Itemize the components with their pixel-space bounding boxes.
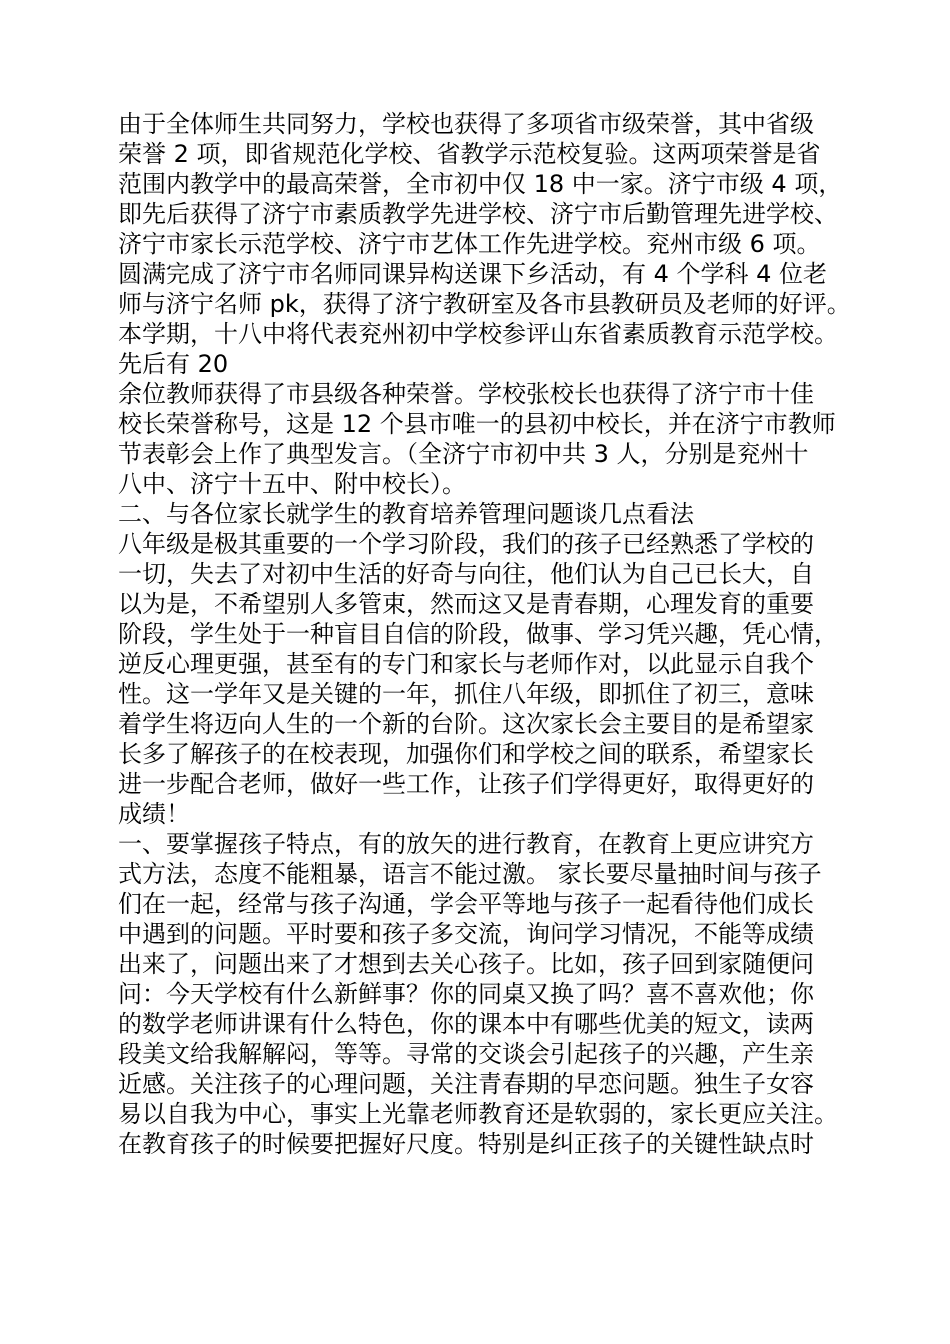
- text-line: 荣誉 2 项，即省规范化学校、省教学示范校复验。这两项荣誉是省: [118, 140, 821, 168]
- text-line: 中遇到的问题。平时要和孩子多交流，询问学习情况，不能等成绩: [118, 920, 814, 948]
- document-body: [118, 109, 918, 1159]
- text-line: 本学期，十八中将代表兖州初中学校参评山东省素质教育示范学校。: [118, 320, 838, 348]
- text-line: 段美文给我解解闷，等等。寻常的交谈会引起孩子的兴趣，产生亲: [118, 1040, 814, 1068]
- text-line: 长多了解孩子的在校表现，加强你们和学校之间的联系，希望家长: [118, 740, 814, 768]
- text-line: 师与济宁名师 pk，获得了济宁教研室及各市县教研员及老师的好评。: [118, 290, 851, 318]
- text-line: 出来了，问题出来了才想到去关心孩子。比如，孩子回到家随便问: [118, 950, 814, 978]
- text-line: 一、要掌握孩子特点，有的放矢的进行教育，在教育上更应讲究方: [118, 830, 814, 858]
- text-line: 圆满完成了济宁市名师同课异构送课下乡活动，有 4 个学科 4 位老: [118, 260, 828, 288]
- text-line: 余位教师获得了市县级各种荣誉。学校张校长也获得了济宁市十佳: [118, 380, 814, 408]
- text-line: 由于全体师生共同努力，学校也获得了多项省市级荣誉，其中省级: [118, 110, 814, 138]
- text-line: 易以自我为中心，事实上光靠老师教育还是软弱的，家长更应关注。: [118, 1100, 838, 1128]
- text-line: 即先后获得了济宁市素质教学先进学校、济宁市后勤管理先进学校、: [118, 200, 838, 228]
- text-line: 逆反心理更强，甚至有的专门和家长与老师作对，以此显示自我个: [118, 650, 814, 678]
- text-line: 问：今天学校有什么新鲜事？你的同桌又换了吗？喜不喜欢他；你: [118, 980, 814, 1008]
- text-line: 式方法，态度不能粗暴，语言不能过激。 家长要尽量抽时间与孩子: [118, 860, 822, 888]
- text-line: 济宁市家长示范学校、济宁市艺体工作先进学校。兖州市级 6 项。: [118, 230, 821, 258]
- text-line: 的数学老师讲课有什么特色，你的课本中有哪些优美的短文，读两: [118, 1010, 814, 1038]
- text-line: 在教育孩子的时候要把握好尺度。特别是纠正孩子的关键性缺点时: [118, 1130, 814, 1158]
- text-line: 成绩！: [118, 800, 190, 828]
- text-line: 以为是，不希望别人多管束，然而这又是青春期，心理发育的重要: [118, 590, 814, 618]
- text-line: 们在一起，经常与孩子沟通，学会平等地与孩子一起看待他们成长: [118, 890, 814, 918]
- text-line: 进一步配合老师，做好一些工作，让孩子们学得更好，取得更好的: [118, 770, 814, 798]
- text-line: 八中、济宁十五中、附中校长）。: [118, 470, 466, 498]
- text-line: 一切，失去了对初中生活的好奇与向往，他们认为自己已长大，自: [118, 560, 814, 588]
- text-line: 八年级是极其重要的一个学习阶段，我们的孩子已经熟悉了学校的: [118, 530, 814, 558]
- section-heading: 二、与各位家长就学生的教育培养管理问题谈几点看法: [118, 500, 694, 528]
- text-line: 近感。关注孩子的心理问题，关注青春期的早恋问题。独生子女容: [118, 1070, 814, 1098]
- text-line: 着学生将迈向人生的一个新的台阶。这次家长会主要目的是希望家: [118, 710, 814, 738]
- text-line: 范围内教学中的最高荣誉，全市初中仅 18 中一家。济宁市级 4 项，: [118, 170, 843, 198]
- text-line: 性。这一学年又是关键的一年，抓住八年级，即抓住了初三，意味: [118, 680, 814, 708]
- text-line: 校长荣誉称号，这是 12 个县市唯一的县初中校长，并在济宁市教师: [118, 410, 836, 438]
- text-line: 先后有 20: [118, 350, 229, 378]
- text-line: 节表彰会上作了典型发言。（全济宁市初中共 3 人，分别是兖州十: [118, 440, 809, 468]
- text-line: 阶段，学生处于一种盲目自信的阶段，做事、学习凭兴趣，凭心情，: [118, 620, 838, 648]
